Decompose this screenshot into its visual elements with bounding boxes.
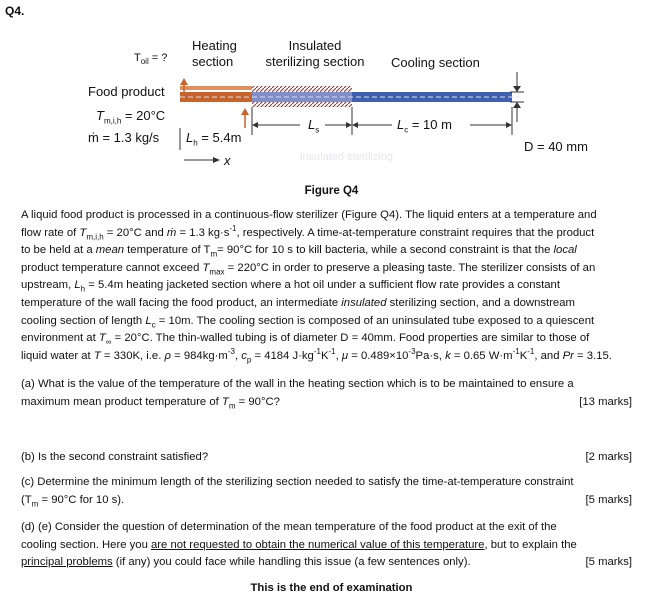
inlet-temperature-label: $T_{m,i,h} = 20^\circ C$ [96,108,166,126]
statement-line: environment at $T_\infty = 20^\circ C$. The thin-walled tubing is of diameter D = 40mm. Food properties are similar to those of [21,332,590,347]
part-a-marks: [13 marks] [579,395,632,408]
cooling-section-label: Cooling section [391,55,480,70]
part-c [21,474,632,509]
sterilizing-length-label: $L_s$ [308,117,320,135]
part-c-line: ($T_m = 90^\circ C$ for 10 s). [5 marks] [21,493,632,508]
statement-line: cooling section of length $L_c = 10m$. The cooling section is composed of an uninsulated tube exposed to a quiescent [21,314,595,329]
end-of-exam: This is the end of examination [250,582,413,594]
part-d-line: cooling section. Here you are not requested to obtain the numerical value of this temperature, but to explain the [21,538,577,551]
statement-line: to be held at a mean temperature of $T_m= 90^\circ C$ for 10 s to kill bacteria, while a second constraint is that the local [21,244,577,259]
sterilizer-figure [0,0,663,200]
part-b-marks: [2 marks] [585,451,632,463]
diameter-label: D = 40 mm [524,139,588,154]
part-d [21,519,632,572]
x-axis-arrow-icon [213,157,220,163]
statement-line: flow rate of $T_{m,i,h} = 20^\circ C$ and ṁ = 1.3 $kg\cdot s^{-1}$, respectively. A time-at-temperature constraint requires that the product [21,223,595,241]
x-axis-label: x [224,153,231,168]
part-c-marks: [5 marks] [585,493,632,506]
ls-arrow-left-icon [252,122,258,128]
heating-section-label: Heating section [192,38,237,69]
part-c-line: (c) Determine the minimum length of the sterilizing section needed to satisfy the time-at-temperature constraint [21,476,574,488]
diameter-arrow-bottom-icon [513,102,521,108]
statement-line: upstream, $L_h = 5.4m$ heating jacketed section where a hot oil under a sufficient flow rate provides a constant [21,279,560,294]
statement-line: product temperature cannot exceed $T_{max} = 220^\circ C$ in order to preserve a pleasing taste. The sterilizer consists of an [21,261,596,277]
part-d-marks: [5 marks] [585,556,632,569]
oil-in-arrow-icon [241,108,249,115]
cooling-length-label: $L_c = 10$ m [397,117,452,135]
part-b: (b) Is the second constraint satisfied? [2 marks] [21,449,632,467]
svg-text:insulated sterilizing: insulated sterilizing [300,151,393,163]
part-d-line: principal problems (if any) you could face while handling this issue (a few sentences only). [5 marks] [21,554,632,572]
heating-jacket [180,86,252,90]
diameter-arrow-top-icon [513,86,521,92]
part-a [21,376,632,411]
food-product-label: Food product [88,84,165,99]
ls-arrow-right-icon [346,122,352,128]
statement-line: A liquid food product is processed in a continuous-flow sterilizer (Figure Q4). The liquid enters at a temperature and [21,209,597,221]
insulated-section-label: Insulated sterilizing section [265,38,365,69]
statement-line: temperature of the wall facing the food product, an intermediate insulated sterilizing section, and a downstream [21,296,575,309]
oil-temperature-label: $T_{oil}$ = ? [134,52,168,67]
question-number: Q4. [5,4,25,18]
lc-arrow-left-icon [352,122,358,128]
part-d-line: (d) (e) Consider the question of determination of the mean temperature of the food product at the exit of the [21,521,557,533]
part-a-line: (a) What is the value of the temperature of the wall in the heating section which is to be maintained to ensure a [21,378,574,390]
heating-length-label: $L_h = 5.4m$ [186,130,242,148]
problem-statement [21,207,649,365]
mass-flow-label: ṁ = 1.3 kg/s [88,130,160,145]
part-a-line: maximum mean product temperature of $T_m = 90^\circ C$? [13 marks] [21,395,632,410]
figure-caption: Figure Q4 [304,185,359,197]
statement-line: liquid water at T = 330K, i.e. $\rho = 984kg\cdot m^{-3}$, $c_p = 4184$ $J\cdot kg^{-1}K^{-1}$, $\mu = 0.489\times 10^{-3}Pa\cdot s$, k = 0.65 $W\cdot m^{-1}K^{-1}$, and Pr = 3.15. [21,346,612,364]
oil-out-arrow-icon [180,78,188,85]
insulation-layer-top [252,86,352,92]
lc-arrow-right-icon [506,122,512,128]
insulation-layer-bottom [252,102,352,107]
